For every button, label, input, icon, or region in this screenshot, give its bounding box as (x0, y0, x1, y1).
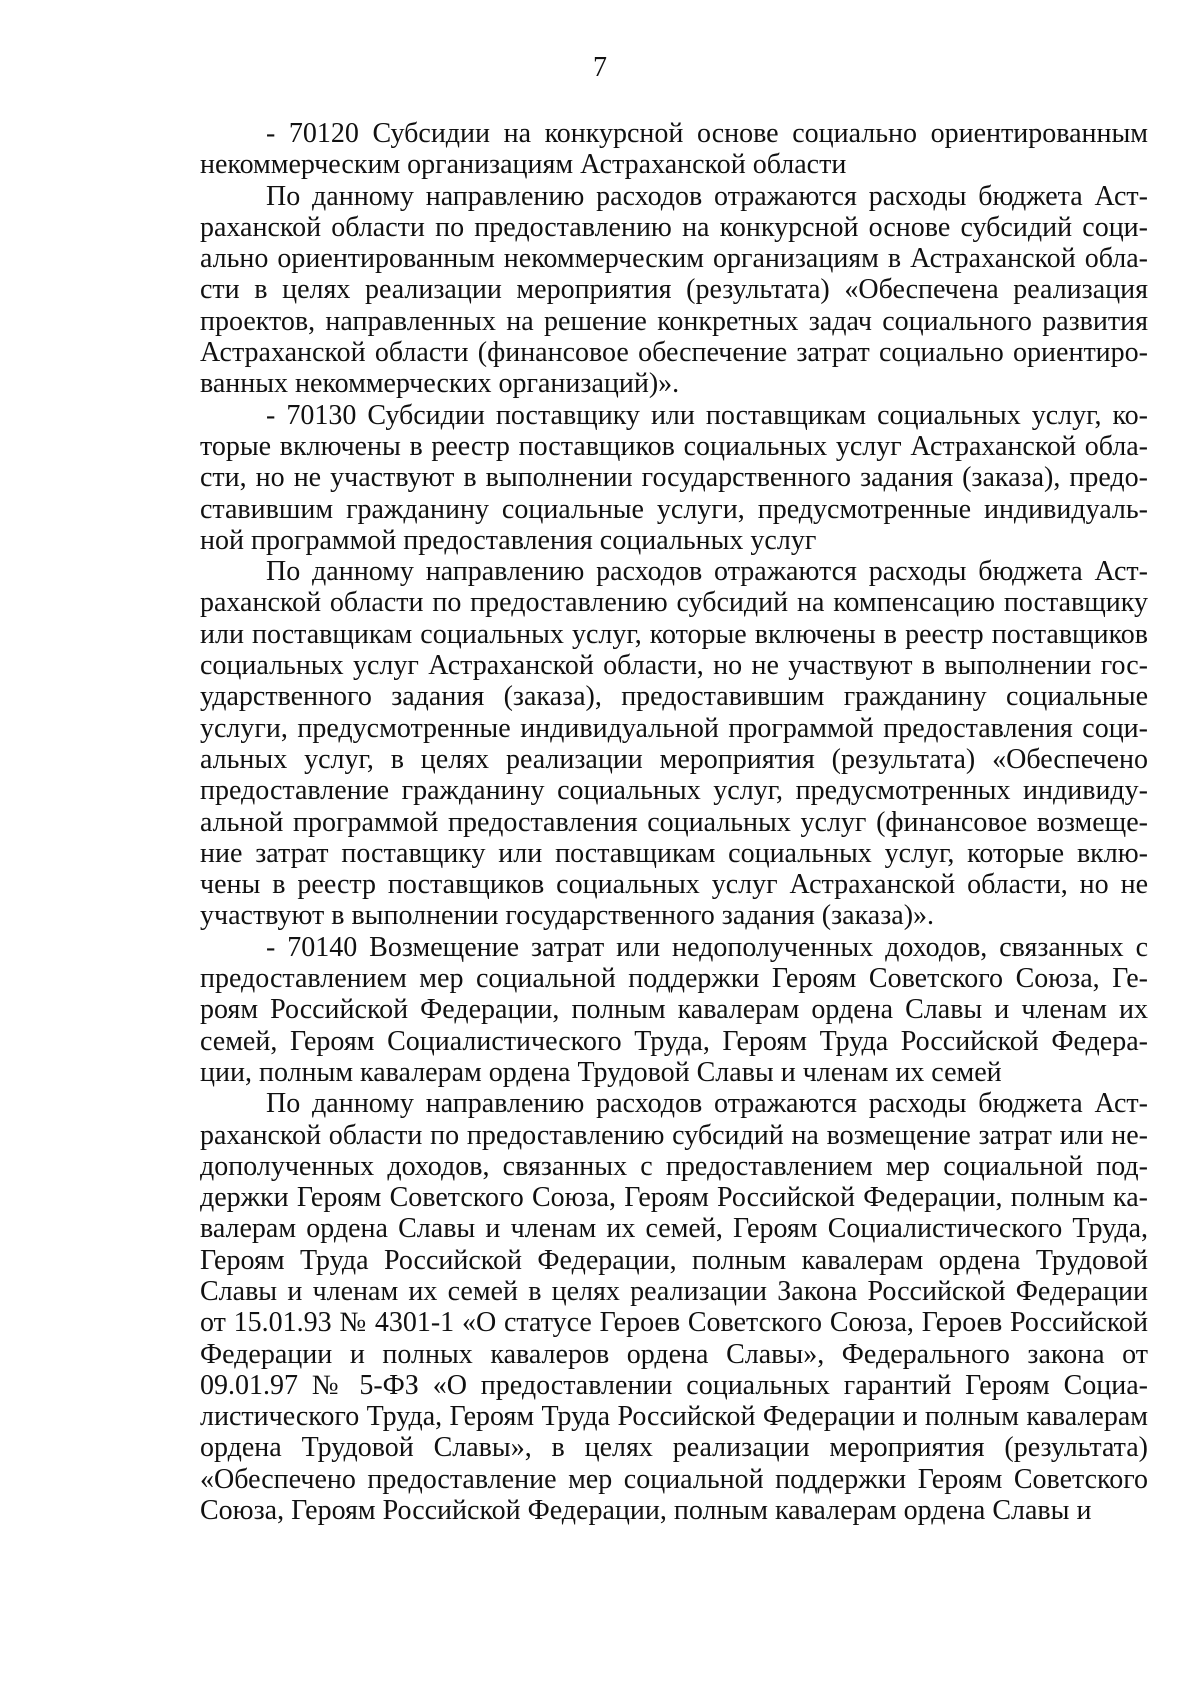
paragraph-70130-description: По данному направлению расходов отражаются расходы бюджета Астраханской области по предоставлению субсидий на компенсацию поставщику или поставщикам социальных услуг, которые включены в реестр поставщиков социальных услуг Астраханской области, но не участвуют в выполнении государственного задания (заказа), предоставившим гражданину социальные услуги, предусмотренные индивидуальной программой предоставления социальных услуг, в целях реализации мероприятия (результата) «Обеспечено предоставление гражданину социальных услуг, предусмотренных индивидуальной программой предоставления социальных услуг (финансовое возмещение затрат поставщику или поставщикам социальных услуг, которые включены в реестр поставщиков социальных услуг Астраханской области, но не участвуют в выполнении государственного задания (заказа)». (200, 556, 1148, 932)
paragraph-70130-heading: - 70130 Субсидии поставщику или поставщикам социальных услуг, которые включены в реестр поставщиков социальных услуг Астраханской области, но не участвуют в выполнении государственного задания (заказа), предоставившим гражданину социальные услуги, предусмотренные индивидуальной программой предоставления социальных услуг (200, 399, 1148, 556)
document-body (200, 118, 1148, 1526)
paragraph-70140-heading: - 70140 Возмещение затрат или недополученных доходов, связанных с предоставлением мер социальной поддержки Героям Советского Союза, Героям Российской Федерации, полным кавалерам ордена Славы и членам их семей, Героям Социалистического Труда, Героям Труда Российской Федерации, полным кавалерам ордена Трудовой Славы и членам их семей (200, 931, 1148, 1088)
paragraph-70120-description: По данному направлению расходов отражаются расходы бюджета Астраханской области по предоставлению на конкурсной основе субсидий социально ориентированным некоммерческим организациям в Астраханской области в целях реализации мероприятия (результата) «Обеспечена реализация проектов, направленных на решение конкретных задач социального развития Астраханской области (финансовое обеспечение затрат социально ориентированных некоммерческих организаций)». (200, 180, 1148, 400)
paragraph-70140-description: По данному направлению расходов отражаются расходы бюджета Астраханской области по предоставлению субсидий на возмещение затрат или недополученных доходов, связанных с предоставлением мер социальной поддержки Героям Советского Союза, Героям Российской Федерации, полным кавалерам ордена Славы и членам их семей, Героям Социалистического Труда, Героям Труда Российской Федерации, полным кавалерам ордена Трудовой Славы и членам их семей в целях реализации Закона Российской Федерации от 15.01.93 № 4301-1 «О статусе Героев Советского Союза, Героев Российской Федерации и полных кавалеров ордена Славы», Федерального закона от 09.01.97 № 5-ФЗ «О предоставлении социальных гарантий Героям Социалистического Труда, Героям Труда Российской Федерации и полным кавалерам ордена Трудовой Славы», в целях реализации мероприятия (результата) «Обеспечено предоставление мер социальной поддержки Героям Советского Союза, Героям Российской Федерации, полным кавалерам ордена Славы и (200, 1088, 1148, 1527)
page-number: 7 (593, 52, 607, 83)
paragraph-70120-heading: - 70120 Субсидии на конкурсной основе социально ориентированным некоммерческим организациям Астраханской области (200, 118, 1148, 181)
